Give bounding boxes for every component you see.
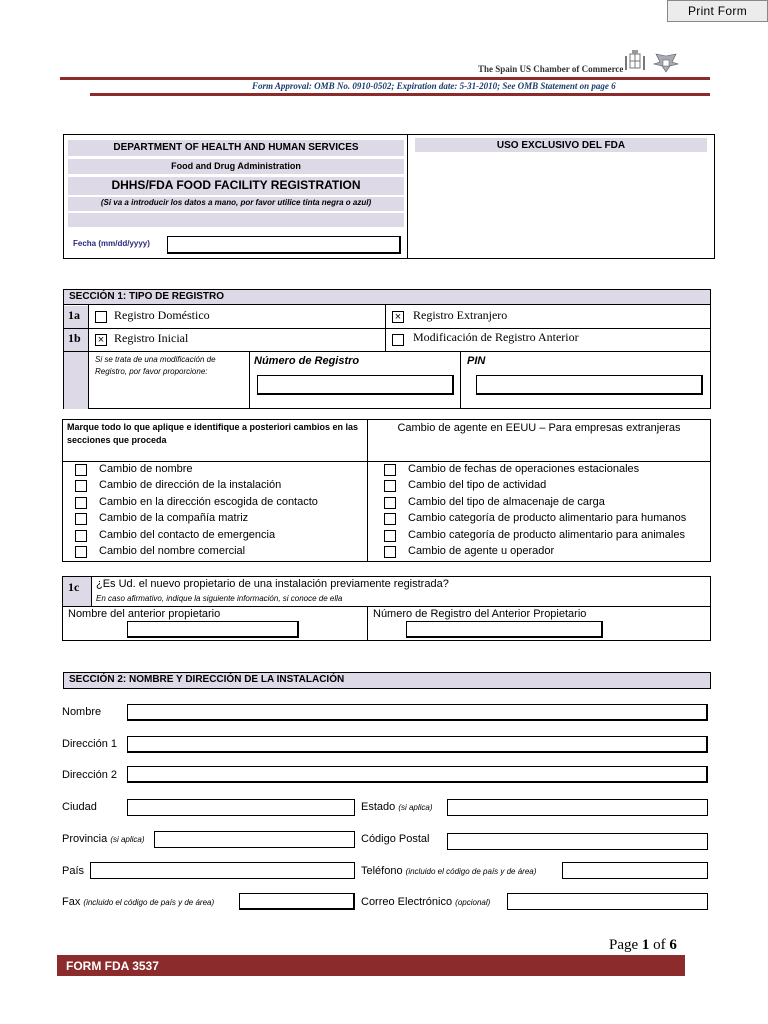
- ink-instruction: (Si va a introducir los datos a mano, por favor utilice tinta negra o azul): [100, 198, 372, 207]
- fecha-label: Fecha (mm/dd/yyyy): [73, 239, 150, 248]
- header-rule-lower: [90, 93, 710, 96]
- change-left-label-4: Cambio del contacto de emergencia: [99, 529, 276, 541]
- pin-label: PIN: [467, 355, 486, 367]
- direccion1-label: Dirección 1: [62, 738, 118, 750]
- change-left-label-1: Cambio de dirección de la instalación: [99, 479, 282, 491]
- pin-input[interactable]: [476, 375, 703, 395]
- modification-note: Si se trata de una modificación de Registro, por favor proporcione:: [95, 355, 216, 376]
- direccion1-input[interactable]: [127, 736, 708, 753]
- row-1b-label: 1b: [68, 331, 81, 345]
- prev-owner-name-input[interactable]: [127, 621, 299, 638]
- pais-label: País: [62, 865, 85, 877]
- changes-header-left: Marque todo lo que aplique e identifique a posteriori cambios en las secciones que proceda: [67, 422, 359, 445]
- change-right-checkbox-1[interactable]: [384, 480, 396, 492]
- department-title: DEPARTMENT OF HEALTH AND HUMAN SERVICES: [113, 142, 359, 153]
- change-left-label-5: Cambio del nombre comercial: [99, 545, 246, 557]
- changes-header-right: Cambio de agente en EEUU – Para empresas extranjeras: [397, 422, 681, 434]
- form-title: DHHS/FDA FOOD FACILITY REGISTRATION: [111, 178, 361, 192]
- numero-registro-label: Número de Registro: [254, 355, 360, 367]
- prev-owner-reg-label: Número de Registro del Anterior Propietario: [373, 608, 587, 620]
- change-right-label-3: Cambio categoría de producto alimentario para humanos: [408, 512, 687, 524]
- change-left-checkbox-4[interactable]: [75, 530, 87, 542]
- ciudad-input[interactable]: [127, 799, 355, 816]
- codigo-postal-label: Código Postal: [361, 833, 430, 845]
- direccion2-label: Dirección 2: [62, 769, 118, 781]
- section-2-title: SECCIÓN 2: NOMBRE Y DIRECCIÓN DE LA INSTALACIÓN: [69, 674, 345, 685]
- direccion2-input[interactable]: [127, 766, 708, 783]
- correo-input[interactable]: [507, 893, 708, 910]
- fax-input[interactable]: [239, 893, 355, 910]
- change-left-checkbox-0[interactable]: [75, 464, 87, 476]
- header-rule: [60, 77, 710, 80]
- change-right-checkbox-4[interactable]: [384, 530, 396, 542]
- prev-owner-name-label: Nombre del anterior propietario: [68, 608, 221, 620]
- change-right-label-5: Cambio de agente u operador: [408, 545, 555, 557]
- print-form-button[interactable]: Print Form: [667, 0, 768, 22]
- modificacion-label: Modificación de Registro Anterior: [413, 330, 579, 344]
- modificacion-checkbox[interactable]: [392, 334, 404, 346]
- form-number: FORM FDA 3537: [66, 959, 159, 973]
- estado-label: Estado (si aplica): [361, 801, 433, 813]
- fecha-input[interactable]: [167, 236, 401, 254]
- change-right-label-1: Cambio del tipo de actividad: [408, 479, 547, 491]
- provincia-label: Provincia (si aplica): [62, 833, 145, 845]
- change-left-label-3: Cambio de la compañía matriz: [99, 512, 249, 524]
- change-right-checkbox-5[interactable]: [384, 546, 396, 558]
- telefono-label: Teléfono (incluido el código de país y de área): [361, 865, 537, 877]
- change-left-checkbox-2[interactable]: [75, 497, 87, 509]
- provincia-input[interactable]: [154, 831, 355, 848]
- chamber-name: The Spain US Chamber of Commerce: [478, 64, 624, 74]
- agency-name: Food and Drug Administration: [171, 161, 301, 171]
- correo-label: Correo Electrónico (opcional): [361, 896, 491, 908]
- row-1a-label: 1a: [68, 308, 80, 322]
- telefono-input[interactable]: [562, 862, 708, 879]
- eagle-seal-icon: [652, 52, 680, 74]
- numero-registro-input[interactable]: [257, 375, 454, 395]
- codigo-postal-input[interactable]: [447, 833, 708, 850]
- change-left-checkbox-1[interactable]: [75, 480, 87, 492]
- form-approval: Form Approval: OMB No. 0910-0502; Expiration date: 5-31-2010; See OMB Statement on page 6: [252, 81, 616, 91]
- row-1c-label: 1c: [68, 580, 80, 594]
- nombre-label: Nombre: [62, 706, 102, 718]
- change-right-checkbox-3[interactable]: [384, 513, 396, 525]
- domestico-label: Registro Doméstico: [114, 308, 210, 322]
- change-right-checkbox-2[interactable]: [384, 497, 396, 509]
- change-right-label-4: Cambio categoría de producto alimentario para animales: [408, 529, 685, 541]
- change-left-label-2: Cambio en la dirección escogida de contacto: [99, 496, 318, 508]
- change-left-checkbox-3[interactable]: [75, 513, 87, 525]
- domestico-checkbox[interactable]: [95, 311, 107, 323]
- ciudad-label: Ciudad: [62, 801, 97, 813]
- extranjero-checkbox[interactable]: ×: [392, 311, 404, 323]
- fda-use-label: USO EXCLUSIVO DEL FDA: [496, 140, 626, 151]
- pais-input[interactable]: [90, 862, 355, 879]
- page-number: Page 1 of 6: [609, 937, 677, 953]
- prev-owner-reg-input[interactable]: [406, 621, 603, 638]
- new-owner-note: En caso afirmativo, indique la siguiente información, si conoce de ella: [96, 594, 343, 603]
- estado-input[interactable]: [447, 799, 708, 816]
- extranjero-label: Registro Extranjero: [413, 308, 508, 322]
- spain-crest-icon: [624, 50, 646, 74]
- change-left-checkbox-5[interactable]: [75, 546, 87, 558]
- section-1-title: SECCIÓN 1: TIPO DE REGISTRO: [69, 291, 225, 302]
- new-owner-question: ¿Es Ud. el nuevo propietario de una instalación previamente registrada?: [96, 578, 449, 590]
- change-right-checkbox-0[interactable]: [384, 464, 396, 476]
- change-right-label-0: Cambio de fechas de operaciones estacionales: [408, 463, 640, 475]
- fax-label: Fax (incluido el código de país y de área): [62, 896, 215, 908]
- inicial-label: Registro Inicial: [114, 331, 189, 345]
- inicial-checkbox[interactable]: ×: [95, 334, 107, 346]
- change-left-label-0: Cambio de nombre: [99, 463, 193, 475]
- nombre-input[interactable]: [127, 704, 708, 721]
- change-right-label-2: Cambio del tipo de almacenaje de carga: [408, 496, 605, 508]
